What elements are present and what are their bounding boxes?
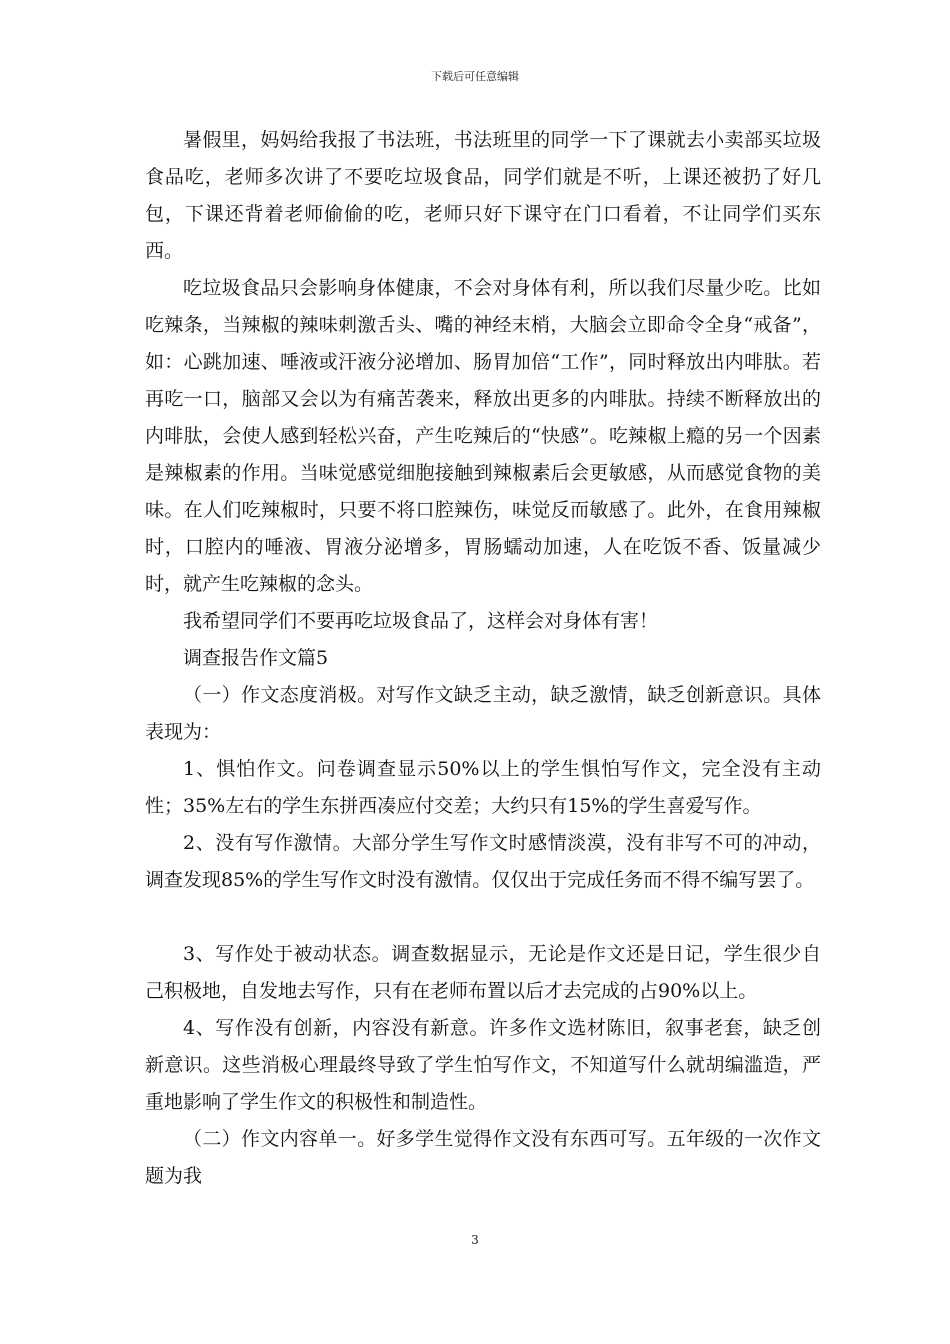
paragraph-attitude: （一）作文态度消极。对写作文缺乏主动，缺乏激情，缺乏创新意识。具体表现为： xyxy=(145,684,821,743)
paragraph-junk-food-health: 吃垃圾食品只会影响身体健康，不会对身体有利，所以我们尽量少吃。比如吃辣条，当辣椒的辣味刺激舌头、嘴的神经末梢，大脑会立即命令全身“戒备”，如：心跳加速、唾液或汗液分泌增加、肠胃加倍“工作”，同时释放出内啡肽。若再吃一口，脑部又会以为有痛苦袭来，释放出更多的内啡肽。持续不断释放出的内啡肽，会使人感到轻松兴奋，产生吃辣后的“快感”。吃辣椒上瘾的另一个因素是辣椒素的作用。当味觉感觉细胞接触到辣椒素后会更敏感，从而感觉食物的美味。在人们吃辣椒时，只要不将口腔辣伤，味觉反而敏感了。此外，在食用辣椒时，口腔内的唾液、胃液分泌增多，胃肠蠕动加速，人在吃饭不香、饭量减少时，就产生吃辣椒的念头。 xyxy=(145,277,821,595)
paragraph-point-2: 2、没有写作激情。大部分学生写作文时感情淡漠，没有非写不可的冲动，调查发现85%的学生写作文时没有激情。仅仅出于完成任务而不得不编写罢了。 xyxy=(145,832,821,891)
page-header: 下载后可任意编辑 xyxy=(431,70,519,83)
blank-line xyxy=(145,899,821,936)
paragraph-hope: 我希望同学们不要再吃垃圾食品了，这样会对身体有害！ xyxy=(183,610,659,632)
paragraph-content-single: （二）作文内容单一。好多学生觉得作文没有东西可写。五年级的一次作文题为我 xyxy=(145,1128,821,1187)
paragraph-summer-class: 暑假里，妈妈给我报了书法班，书法班里的同学一下了课就去小卖部买垃圾食品吃，老师多次讲了不要吃垃圾食品，同学们就是不听，上课还被扔了好几包，下课还背着老师偷偷的吃，老师只好下课守在门口看着，不让同学们买东西。 xyxy=(145,129,821,262)
page-number: 3 xyxy=(471,1233,479,1247)
paragraph-point-3: 3、写作处于被动状态。调查数据显示，无论是作文还是日记，学生很少自己积极地，自发地去写作，只有在老师布置以后才去完成的占90%以上。 xyxy=(145,943,821,1002)
paragraph-point-4: 4、写作没有创新，内容没有新意。许多作文选材陈旧，叙事老套，缺乏创新意识。这些消极心理最终导致了学生怕写作文，不知道写什么就胡编滥造，严重地影响了学生作文的积极性和制造性。 xyxy=(145,1017,821,1113)
document-body xyxy=(145,122,821,1195)
paragraph-point-1: 1、惧怕作文。问卷调查显示50%以上的学生惧怕写作文，完全没有主动性；35%左右的学生东拼西凑应付交差；大约只有15%的学生喜爱写作。 xyxy=(145,758,821,817)
section-title: 调查报告作文篇5 xyxy=(183,647,329,669)
